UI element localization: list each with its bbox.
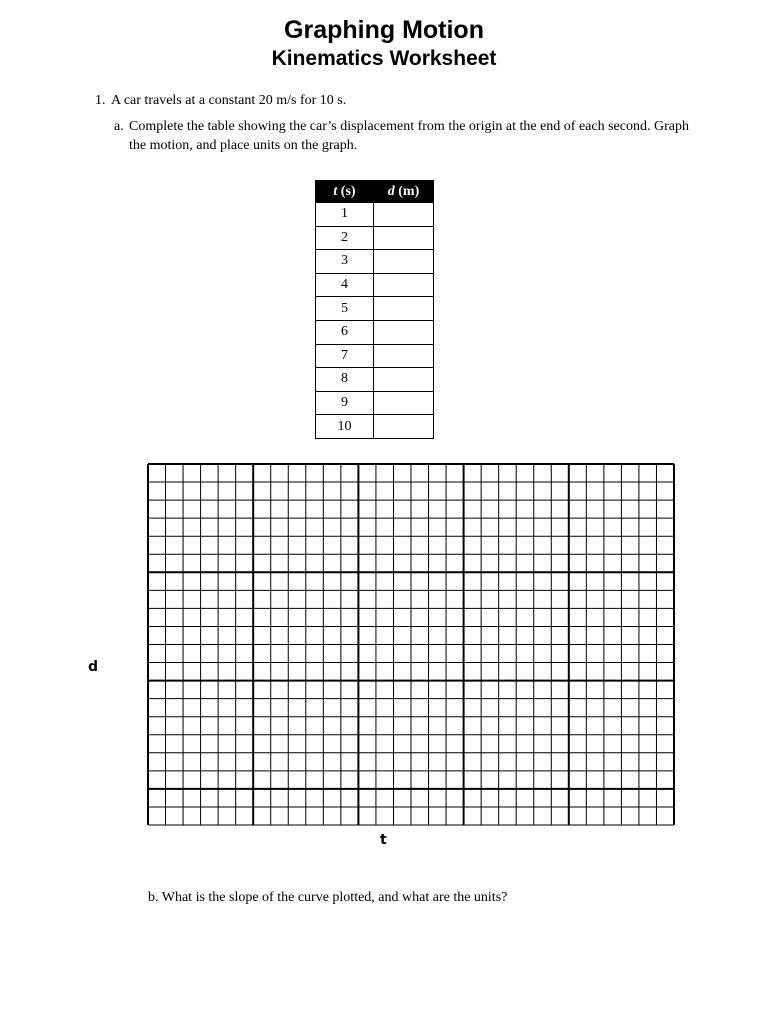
displacement-cell[interactable] — [374, 297, 434, 321]
time-cell: 2 — [316, 226, 374, 250]
displacement-cell[interactable] — [374, 320, 434, 344]
time-cell: 5 — [316, 297, 374, 321]
displacement-cell[interactable] — [374, 273, 434, 297]
time-cell: 6 — [316, 320, 374, 344]
time-cell: 9 — [316, 391, 374, 415]
graph-y-axis-label: d — [88, 659, 99, 675]
table-row — [316, 344, 434, 368]
time-cell: 4 — [316, 273, 374, 297]
displacement-table — [315, 180, 434, 439]
table-row — [316, 415, 434, 439]
table-row — [316, 320, 434, 344]
worksheet-title: Graphing Motion — [284, 16, 484, 44]
worksheet-subtitle: Kinematics Worksheet — [271, 47, 497, 70]
table-row — [316, 226, 434, 250]
time-cell: 7 — [316, 344, 374, 368]
displacement-cell[interactable] — [374, 391, 434, 415]
table-row — [316, 273, 434, 297]
table-row — [316, 391, 434, 415]
table-header-displacement: d (m) — [374, 181, 434, 203]
question-1-text: A car travels at a constant 20 m/s for 10 s. — [111, 93, 347, 108]
displacement-cell[interactable] — [374, 368, 434, 392]
table-body — [316, 203, 434, 439]
part-a-letter: a. — [114, 119, 124, 134]
graph-grid[interactable] — [147, 463, 675, 826]
part-a-text: Complete the table showing the car’s displacement from the origin at the end of each second. Graph the motion, and place units on the graph. — [129, 119, 689, 153]
time-cell: 10 — [316, 415, 374, 439]
table-row — [316, 368, 434, 392]
graph-x-axis-label: t — [380, 832, 387, 848]
table-row — [316, 203, 434, 227]
displacement-cell[interactable] — [374, 344, 434, 368]
part-b-question: b. What is the slope of the curve plotted, and what are the units? — [148, 890, 508, 905]
time-cell: 1 — [316, 203, 374, 227]
time-cell: 8 — [316, 368, 374, 392]
table-row — [316, 250, 434, 274]
table-row — [316, 297, 434, 321]
table-header-time: t (s) — [316, 181, 374, 203]
displacement-cell[interactable] — [374, 226, 434, 250]
displacement-cell[interactable] — [374, 203, 434, 227]
displacement-cell[interactable] — [374, 250, 434, 274]
time-cell: 3 — [316, 250, 374, 274]
table-header-row — [316, 181, 434, 203]
displacement-cell[interactable] — [374, 415, 434, 439]
question-1-number: 1. — [95, 93, 106, 108]
